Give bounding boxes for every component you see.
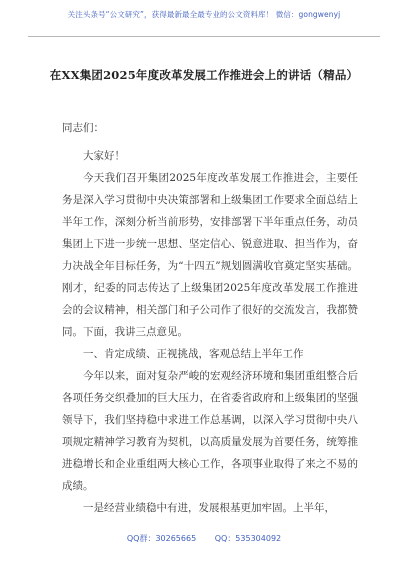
salutation-greeting: 大家好！ — [83, 150, 125, 162]
footer-contact — [0, 533, 408, 544]
header-divider — [28, 36, 380, 37]
footer-qq-number: QQ：535304092 — [214, 534, 282, 543]
paragraph-context: 今年以来，面对复杂严峻的宏观经济环境和集团重组整合后各项任务交织叠加的巨大压力，在省委省政府和上级集团的坚强领导下，我们坚持稳中求进工作总基调，以深入学习贯彻中央八项规定精神学习教育为契机，以高质量发展为首要任务，统筹推进稳增长和企业重组两大核心工作，各项事业取得了来之不易的成绩。 — [62, 370, 358, 492]
section-heading-1: 一、肯定成绩、正视挑战，客观总结上半年工作 — [83, 348, 304, 360]
document-body — [62, 117, 358, 519]
document-title: 在XX集团2025年度改革发展工作推进会上的讲话（精品） — [49, 68, 359, 82]
salutation-comrades: 同志们： — [62, 122, 104, 134]
paragraph-point-1: 一是经营业绩稳中有进，发展根基更加牢固。上半年， — [83, 502, 335, 514]
footer-qq-group: QQ群：30265665 — [126, 534, 197, 543]
header-promo-note: 关注头条号“公文研究”，获得最新最全最专业的公文资料库！ 微信：gongwenyj — [67, 10, 341, 19]
paragraph-intro: 今天我们召开集团2025年度改革发展工作推进会，主要任务是深入学习贯彻中央决策部署和上级集团工作要求全面总结上半年工作，深刻分析当前形势，安排部署下半年重点任务，动员集团上下进一步统一思想、坚定信心、锐意进取、担当作为，奋力决战全年目标任务，为“十四五”规划圆满收官奠定坚实基础。刚才，纪委的同志传达了上级集团2025年度改革发展工作推进会的会议精神，相关部门和子公司作了很好的交流发言，我都赞同。下面，我讲三点意见。 — [62, 172, 358, 338]
